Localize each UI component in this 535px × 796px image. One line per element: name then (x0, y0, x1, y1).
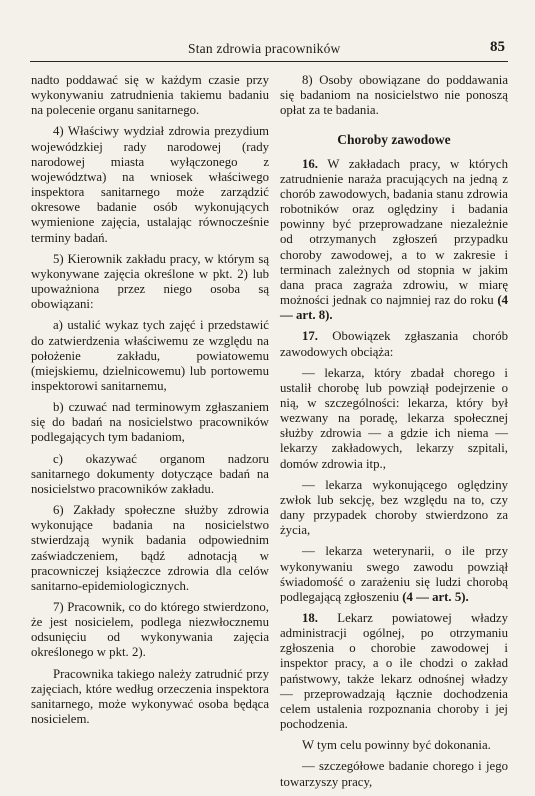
legal-reference: (4 — art. 5). (402, 589, 469, 604)
paragraph (280, 611, 508, 732)
legal-reference: (4 — art. 8). (280, 293, 508, 323)
paragraph: — szczegółowe badanie chorego i jego towarzyszy pracy, (280, 759, 508, 789)
section-heading: Choroby zawodowe (337, 132, 451, 148)
paragraph: 5) Kierownik zakładu pracy, w którym są wykonywane zajęcia określone w pkt. 2) lub upoważniona przez niego osoba są obowiązani: (31, 251, 269, 312)
page-number: 85 (490, 39, 505, 55)
paragraph: — lekarza, który zbadał chorego i ustalił chorobę lub powziął podejrzenie o nią, w szczególności: lekarza, który był wezwany na poradę, lekarza społecznej służby zdrowia — a gdzie ich niema — lekarzy zakładowych, lekarzy szpitali, domów zdrowia itp., (280, 365, 508, 471)
paragraph: 7) Pracownik, co do którego stwierdzono, że jest nosicielem, podlega niezwłocznemu odsunięciu od wykonywania zajęcia określonego w pkt. 2). (31, 600, 269, 660)
paragraph-text: Lekarz powiatowej władzy administracji ogólnej, po otrzymaniu zgłoszenia o chorobie zawodowej i inspektor pracy, a o ile chodzi o zakład państwowy, także lekarz odnośnej władzy — przeprowadzają łącznie dochodzenia celem ustalenia rozpoznania choroby i jej pochodzenia. (280, 611, 508, 732)
paragraph-text: — lekarza weterynarii, o ile przy wykonywaniu swego zawodu powziął świadomość o zarażeniu się ludzi chorobą podlegającą zgłoszeniu (280, 544, 508, 604)
paragraph (280, 329, 508, 359)
left-column (31, 73, 269, 733)
paragraph: b) czuwać nad terminowym zgłaszaniem się do badań na nosicielstwo pracowników podlegających tym badaniom, (31, 400, 269, 445)
running-header (0, 38, 535, 60)
right-column (280, 73, 508, 796)
header-rule (30, 61, 508, 62)
paragraph: a) ustalić wykaz tych zajęć i przedstawić do zatwierdzenia właściwemu ze względu na położenie zakładu, powiatowemu (miejskiemu, dzielnicowemu) lub portowemu inspektorowi sanitarnemu, (31, 318, 269, 393)
paragraph: W tym celu powinny być dokonania. (302, 738, 491, 753)
paragraph (280, 544, 508, 605)
section-number: 16. (302, 156, 318, 171)
paragraph: Pracownika takiego należy zatrudnić przy zajęciach, które według orzeczenia inspektora sanitarnego, może wykonywać osoba będąca nosicielem. (31, 666, 269, 727)
paragraph: 6) Zakłady społeczne służby zdrowia wykonujące badania na nosicielstwo stwierdzają wynik badania odpowiednim zaświadczeniem, bądź adnotacją w pracowniczej książeczce zdrowia dla celów sanitarno-epidemiologicznych. (31, 503, 269, 593)
paragraph: 4) Właściwy wydział zdrowia prezydium wojewódzkiej rady narodowej (rady narodowej miasta wyłączonego z województwa) na wniosek właściwego inspektora sanitarnego może zarządzić okresowe badanie osób wykonujących wymienione zajęcia, ustalając równocześnie terminy badań. (31, 124, 269, 245)
paragraph-text: W zakładach pracy, w których zatrudnienie naraża pracujących na jedną z chorób zawodowych, badania stanu zdrowia robotników oraz oględziny i badania powinny być przeprowadzane niezależnie od otrzymanych zgłoszeń przypadku choroby zawodowej, a to w zakresie i terminach zależnych od stopnia w jakim dana praca zagraża zdrowiu, w miarę możności jednak co najmniej raz do roku (280, 156, 508, 308)
paragraph: — lekarza wykonującego oględziny zwłok lub sekcję, bez względu na to, czy dany przypadek choroby stwierdzono za życia, (280, 477, 508, 538)
paragraph: c) okazywać organom nadzoru sanitarnego dokumenty dotyczące badań na nosicielstwo pracowników zakładu. (31, 451, 269, 496)
paragraph: 8) Osoby obowiązane do poddawania się badaniom na nosicielstwo nie ponoszą opłat za te badania. (280, 73, 508, 118)
section-number: 18. (302, 611, 318, 625)
running-title: Stan zdrowia pracowników (188, 41, 341, 56)
paragraph: nadto poddawać się w każdym czasie przy wykonywaniu zatrudnienia takiemu badaniu na polecenie organu sanitarnego. (31, 73, 269, 118)
paragraph-text: Obowiązek zgłaszania chorób zawodowych obciąża: (280, 329, 508, 359)
paragraph (280, 157, 508, 324)
section-number: 17. (302, 329, 318, 344)
